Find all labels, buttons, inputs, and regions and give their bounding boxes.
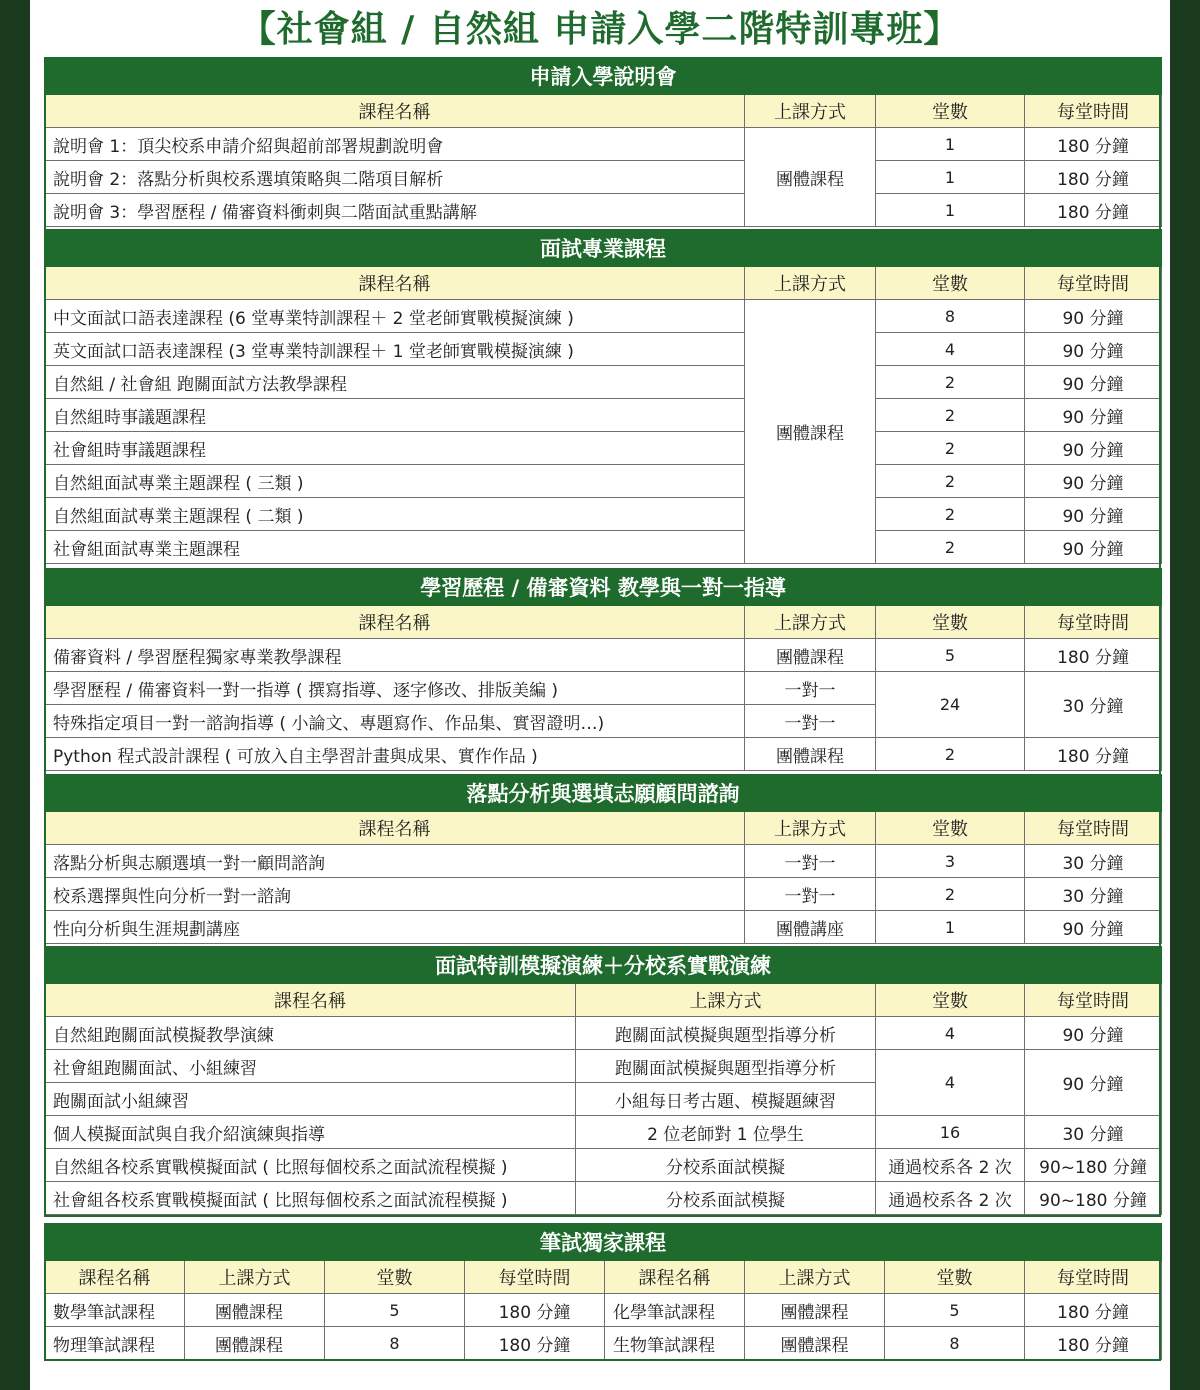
course-count: 8 (876, 300, 1025, 333)
course-time: 90 分鐘 (1025, 1050, 1162, 1116)
course-count: 2 (876, 399, 1025, 432)
header-course-name: 課程名稱 (45, 984, 576, 1017)
header-count: 堂數 (876, 267, 1025, 300)
course-count: 2 (876, 878, 1025, 911)
course-mode: 團體課程 (745, 639, 876, 672)
course-mode: 一對一 (745, 705, 876, 738)
table-row (45, 194, 1162, 227)
header-count: 堂數 (876, 95, 1025, 128)
course-mode: 跑關面試模擬與題型指導分析 (576, 1017, 876, 1050)
table-row (45, 498, 1162, 531)
header-time: 每堂時間 (1025, 95, 1162, 128)
course-name: 自然組 / 社會組 跑關面試方法教學課程 (45, 366, 745, 399)
table-row (45, 1182, 1162, 1215)
course-count: 16 (876, 1116, 1025, 1149)
course-count: 3 (876, 845, 1025, 878)
course-count: 8 (325, 1327, 465, 1360)
table-row (45, 1149, 1162, 1182)
course-name: 性向分析與生涯規劃講座 (45, 911, 745, 944)
course-time: 90 分鐘 (1025, 465, 1162, 498)
course-name: 說明會 2：落點分析與校系選填策略與二階項目解析 (45, 161, 745, 194)
course-mode: 團體課程 (745, 1327, 885, 1360)
course-name: 個人模擬面試與自我介紹演練與指導 (45, 1116, 576, 1149)
header-course-name: 課程名稱 (45, 812, 745, 845)
course-count: 5 (876, 639, 1025, 672)
table-row (45, 128, 1162, 161)
table-row (45, 465, 1162, 498)
course-time: 90 分鐘 (1025, 498, 1162, 531)
course-mode: 小組每日考古題、模擬題練習 (576, 1083, 876, 1116)
table-row (45, 1050, 1162, 1083)
header-time: 每堂時間 (1025, 267, 1162, 300)
course-mode: 團體課程 (745, 300, 876, 564)
course-count: 2 (876, 366, 1025, 399)
course-count: 1 (876, 128, 1025, 161)
course-time: 180 分鐘 (1025, 161, 1162, 194)
course-mode: 團體課程 (745, 1294, 885, 1327)
course-count: 2 (876, 531, 1025, 564)
course-time: 180 分鐘 (1025, 738, 1162, 771)
section-title: 落點分析與選填志願顧問諮詢 (45, 775, 1162, 812)
course-name: 數學筆試課程 (45, 1294, 185, 1327)
header-mode: 上課方式 (745, 606, 876, 639)
course-name: 社會組面試專業主題課程 (45, 531, 745, 564)
course-name: 自然組跑關面試模擬教學演練 (45, 1017, 576, 1050)
course-name: 自然組面試專業主題課程 ( 二類 ) (45, 498, 745, 531)
course-name: 生物筆試課程 (605, 1327, 745, 1360)
course-time: 180 分鐘 (1025, 1294, 1162, 1327)
course-mode: 團體課程 (745, 128, 876, 227)
section-portfolio-table (44, 568, 1162, 771)
course-mode: 一對一 (745, 845, 876, 878)
course-name: 說明會 3：學習歷程 / 備審資料衝刺與二階面試重點講解 (45, 194, 745, 227)
course-time: 180 分鐘 (465, 1294, 605, 1327)
course-name: 學習歷程 / 備審資料一對一指導 ( 撰寫指導、逐字修改、排版美編 ) (45, 672, 745, 705)
course-time: 90 分鐘 (1025, 1017, 1162, 1050)
course-mode: 團體講座 (745, 911, 876, 944)
course-time: 90~180 分鐘 (1025, 1149, 1162, 1182)
course-time: 90 分鐘 (1025, 432, 1162, 465)
table-row (45, 531, 1162, 564)
table-row (45, 161, 1162, 194)
table-row (45, 911, 1162, 944)
course-count: 2 (876, 498, 1025, 531)
course-name: 自然組面試專業主題課程 ( 三類 ) (45, 465, 745, 498)
header-time: 每堂時間 (1025, 812, 1162, 845)
course-mode: 團體課程 (185, 1294, 325, 1327)
header-course-name: 課程名稱 (45, 267, 745, 300)
course-count: 4 (876, 333, 1025, 366)
section-interview-table (44, 229, 1162, 564)
course-time: 90~180 分鐘 (1025, 1182, 1162, 1215)
course-time: 90 分鐘 (1025, 531, 1162, 564)
course-count: 2 (876, 465, 1025, 498)
table-row (45, 878, 1162, 911)
table-row (45, 1294, 1162, 1327)
course-name: 物理筆試課程 (45, 1327, 185, 1360)
course-name: 自然組各校系實戰模擬面試 ( 比照每個校系之面試流程模擬 ) (45, 1149, 576, 1182)
header-mode: 上課方式 (745, 95, 876, 128)
header-mode: 上課方式 (745, 1261, 885, 1294)
course-mode: 團體課程 (185, 1327, 325, 1360)
header-course-name: 課程名稱 (45, 606, 745, 639)
course-name: 特殊指定項目一對一諮詢指導 ( 小論文、專題寫作、作品集、實習證明…) (45, 705, 745, 738)
table-row (45, 738, 1162, 771)
course-count: 1 (876, 911, 1025, 944)
header-course-name: 課程名稱 (45, 1261, 185, 1294)
table-row (45, 672, 1162, 705)
course-time: 90 分鐘 (1025, 366, 1162, 399)
course-count: 2 (876, 738, 1025, 771)
header-count: 堂數 (876, 812, 1025, 845)
course-time: 90 分鐘 (1025, 333, 1162, 366)
section-briefing-table (44, 57, 1162, 227)
course-time: 90 分鐘 (1025, 300, 1162, 333)
course-count: 8 (885, 1327, 1025, 1360)
header-count: 堂數 (876, 606, 1025, 639)
table-row (45, 845, 1162, 878)
course-name: 跑關面試小組練習 (45, 1083, 576, 1116)
course-name: 社會組跑關面試、小組練習 (45, 1050, 576, 1083)
course-mode: 跑關面試模擬與題型指導分析 (576, 1050, 876, 1083)
course-name: Python 程式設計課程 ( 可放入自主學習計畫與成果、實作作品 ) (45, 738, 745, 771)
course-time: 30 分鐘 (1025, 878, 1162, 911)
course-name: 社會組各校系實戰模擬面試 ( 比照每個校系之面試流程模擬 ) (45, 1182, 576, 1215)
section-written-exam-table (44, 1223, 1162, 1360)
header-time: 每堂時間 (1025, 1261, 1162, 1294)
section-title: 面試專業課程 (45, 230, 1162, 267)
course-name: 說明會 1：頂尖校系申請介紹與超前部署規劃說明會 (45, 128, 745, 161)
course-mode: 2 位老師對 1 位學生 (576, 1116, 876, 1149)
table-row (45, 366, 1162, 399)
course-time: 90 分鐘 (1025, 911, 1162, 944)
course-time: 30 分鐘 (1025, 672, 1162, 738)
course-name: 自然組時事議題課程 (45, 399, 745, 432)
header-course-name: 課程名稱 (605, 1261, 745, 1294)
course-time: 180 分鐘 (1025, 128, 1162, 161)
course-mode: 一對一 (745, 672, 876, 705)
table-row (45, 639, 1162, 672)
section-title: 申請入學說明會 (45, 58, 1162, 95)
header-count: 堂數 (885, 1261, 1025, 1294)
course-name: 社會組時事議題課程 (45, 432, 745, 465)
course-time: 180 分鐘 (1025, 1327, 1162, 1360)
course-count: 5 (325, 1294, 465, 1327)
table-row (45, 300, 1162, 333)
course-count: 5 (885, 1294, 1025, 1327)
course-mode: 一對一 (745, 878, 876, 911)
header-mode: 上課方式 (185, 1261, 325, 1294)
course-name: 校系選擇與性向分析一對一諮詢 (45, 878, 745, 911)
course-time: 180 分鐘 (465, 1327, 605, 1360)
course-time: 30 分鐘 (1025, 845, 1162, 878)
course-name: 備審資料 / 學習歷程獨家專業教學課程 (45, 639, 745, 672)
header-time: 每堂時間 (1025, 984, 1162, 1017)
course-time: 180 分鐘 (1025, 194, 1162, 227)
table-row (45, 1017, 1162, 1050)
course-time: 90 分鐘 (1025, 399, 1162, 432)
course-count: 24 (876, 672, 1025, 738)
course-name: 化學筆試課程 (605, 1294, 745, 1327)
course-count: 通過校系各 2 次 (876, 1182, 1025, 1215)
course-time: 30 分鐘 (1025, 1116, 1162, 1149)
page-title: 【社會組 / 自然組 申請入學二階特訓專班】 (239, 9, 961, 50)
table-row (45, 399, 1162, 432)
course-name: 中文面試口語表達課程 (6 堂專業特訓課程＋ 2 堂老師實戰模擬演練 ) (45, 300, 745, 333)
section-mock-interview-table (44, 946, 1162, 1215)
course-count: 通過校系各 2 次 (876, 1149, 1025, 1182)
course-name: 落點分析與志願選填一對一顧問諮詢 (45, 845, 745, 878)
course-count: 4 (876, 1017, 1025, 1050)
section-title: 面試特訓模擬演練＋分校系實戰演練 (45, 947, 1162, 984)
course-mode: 團體課程 (745, 738, 876, 771)
course-count: 1 (876, 161, 1025, 194)
table-row (45, 333, 1162, 366)
course-time: 180 分鐘 (1025, 639, 1162, 672)
header-mode: 上課方式 (745, 812, 876, 845)
header-time: 每堂時間 (1025, 606, 1162, 639)
header-course-name: 課程名稱 (45, 95, 745, 128)
section-title: 筆試獨家課程 (45, 1224, 1162, 1261)
section-title: 學習歷程 / 備審資料 教學與一對一指導 (45, 569, 1162, 606)
table-row (45, 1327, 1162, 1360)
header-time: 每堂時間 (465, 1261, 605, 1294)
course-count: 2 (876, 432, 1025, 465)
course-name: 英文面試口語表達課程 (3 堂專業特訓課程＋ 1 堂老師實戰模擬演練 ) (45, 333, 745, 366)
header-mode: 上課方式 (745, 267, 876, 300)
table-row (45, 432, 1162, 465)
course-mode: 分校系面試模擬 (576, 1149, 876, 1182)
table-row (45, 1116, 1162, 1149)
header-mode: 上課方式 (576, 984, 876, 1017)
section-consulting-table (44, 774, 1162, 944)
header-count: 堂數 (325, 1261, 465, 1294)
header-count: 堂數 (876, 984, 1025, 1017)
course-count: 4 (876, 1050, 1025, 1116)
course-count: 1 (876, 194, 1025, 227)
course-mode: 分校系面試模擬 (576, 1182, 876, 1215)
